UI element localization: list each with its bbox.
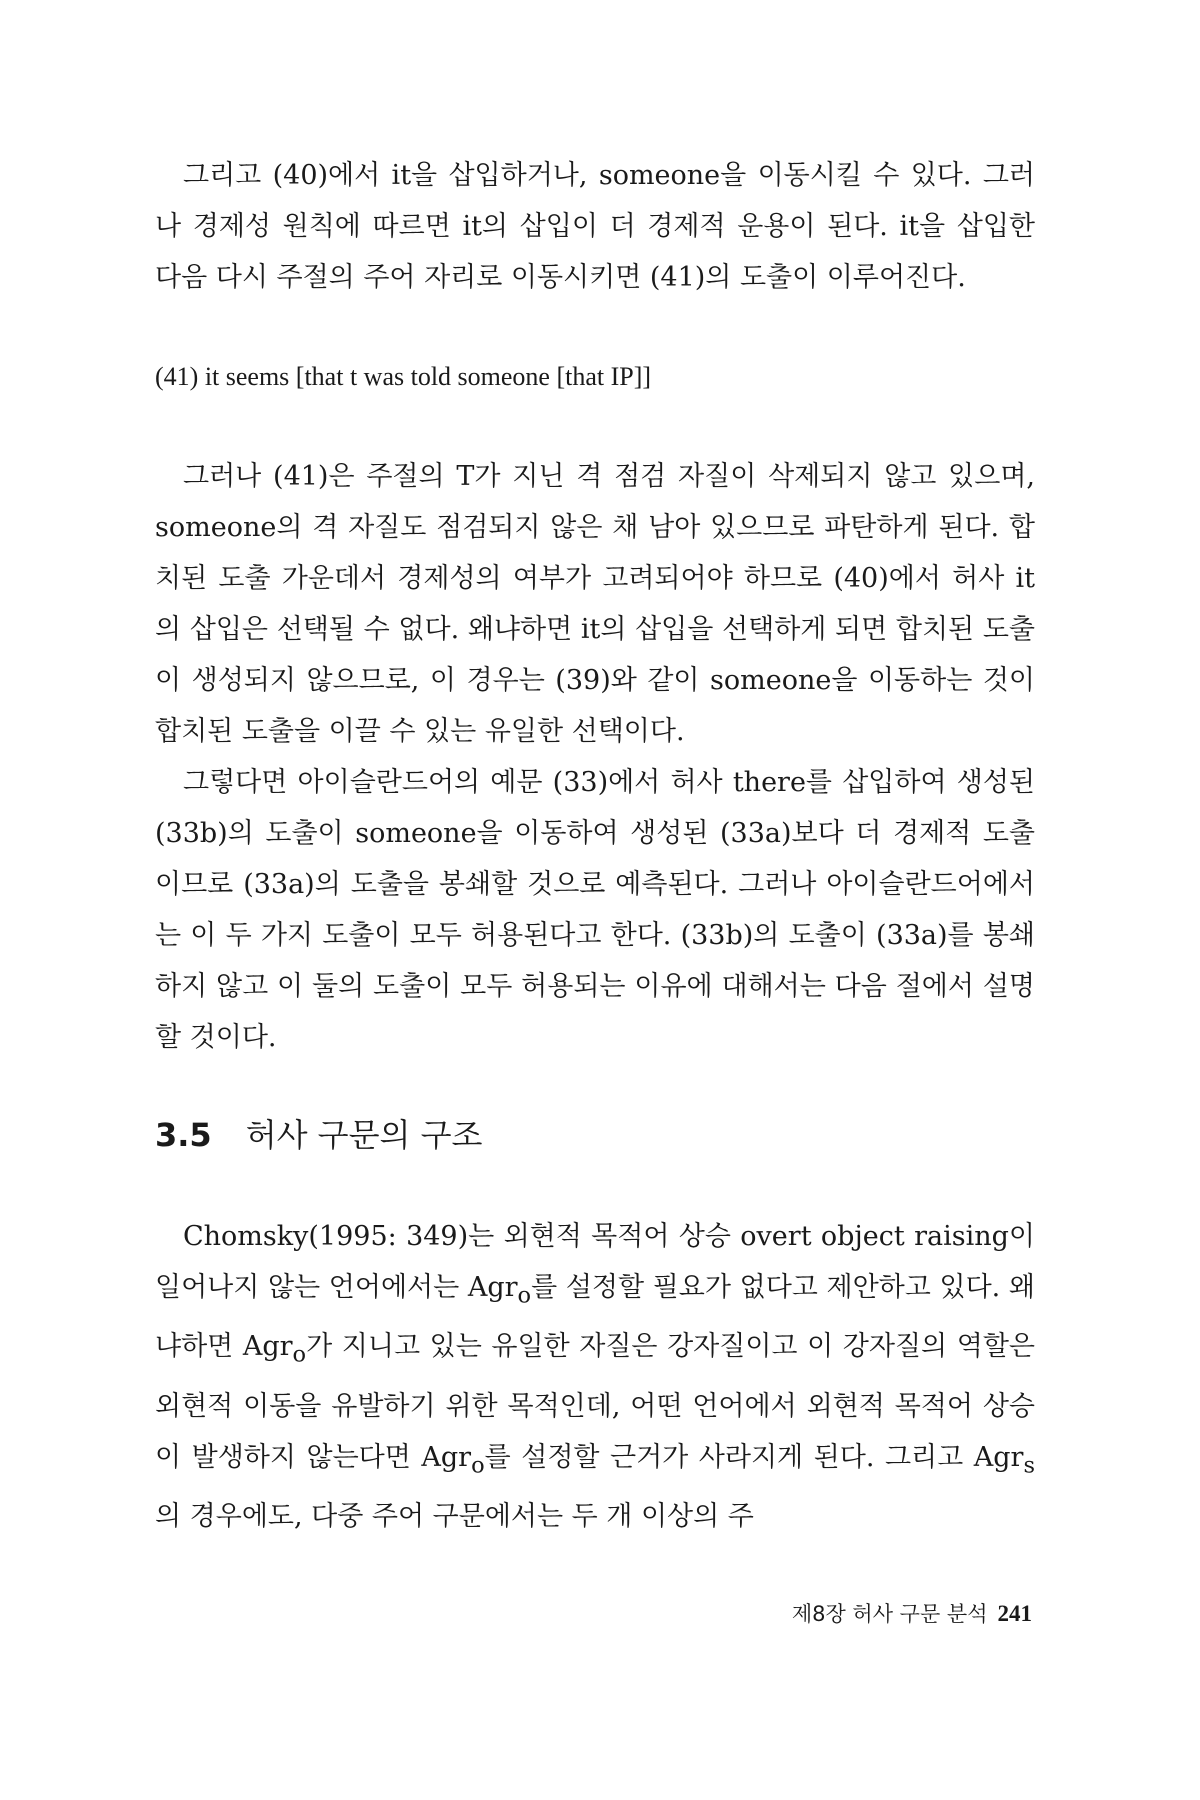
chapter-label: 제8장 허사 구문 분석 — [791, 1602, 988, 1626]
paragraph-4-text-5: 의 경우에도, 다중 주어 구문에서는 두 개 이상의 주 — [155, 1501, 754, 1533]
subscript-o-3: o — [471, 1452, 485, 1479]
paragraph-1: 그리고 (40)에서 it을 삽입하거나, someone을 이동시킬 수 있다. 그러나 경제성 원칙에 따르면 it의 삽입이 더 경제적 운용이 된다. it을 삽입한 다음 다시 주절의 주어 자리로 이동시키면 (41)의 도출이 이루어진다. — [155, 160, 1035, 293]
subscript-s: s — [1023, 1452, 1035, 1479]
example-41: (41) it seems [that t was told someone [that IP]] — [155, 362, 652, 391]
paragraph-4-text-2: 를 설정할 필요가 없다고 제안하고 있다. 왜냐하면 Agr — [155, 1272, 1035, 1363]
subscript-o-1: o — [517, 1282, 532, 1309]
page-number: 241 — [997, 1601, 1032, 1626]
paragraph-4-text-3: 가 지니고 있는 유일한 자질은 강자질이고 이 강자질의 역할은 외현적 이동을 유발하기 위한 목적인데, 어떤 언어에서 외현적 목적어 상승이 발생하지 않는다면 Agr — [155, 1331, 1035, 1473]
paragraph-4-text-4: 를 설정할 근거가 사라지게 된다. 그리고 Agr — [484, 1441, 1024, 1473]
page-content — [155, 150, 1035, 1542]
section-heading — [155, 1113, 1035, 1157]
section-title: 허사 구문의 구조 — [245, 1116, 483, 1154]
paragraph-4 — [155, 1211, 1035, 1542]
paragraph-2: 그러나 (41)은 주절의 T가 지닌 격 점검 자질이 삭제되지 않고 있으며, someone의 격 자질도 점검되지 않은 채 남아 있으므로 파탄하게 된다. 합치된 도출 가운데서 경제성의 여부가 고려되어야 하므로 (40)에서 허사 it의 삽입은 선택될 수 없다. 왜냐하면 it의 삽입을 선택하게 되면 합치된 도출이 생성되지 않으므로, 이 경우는 (39)와 같이 someone을 이동하는 것이 합치된 도출을 이끌 수 있는 유일한 선택이다. — [155, 461, 1035, 747]
page-footer — [792, 1598, 1032, 1628]
paragraph-4-text-1: Chomsky(1995: 349)는 외현적 목적어 상승 overt object raising이 일어나지 않는 언어에서는 Agr — [155, 1221, 1035, 1303]
section-number: 3.5 — [155, 1116, 212, 1154]
paragraph-3: 그렇다면 아이슬란드어의 예문 (33)에서 허사 there를 삽입하여 생성된 (33b)의 도출이 someone을 이동하여 생성된 (33a)보다 더 경제적 도출이므로 (33a)의 도출을 봉쇄할 것으로 예측된다. 그러나 아이슬란드어에서는 이 두 가지 도출이 모두 허용된다고 한다. (33b)의 도출이 (33a)를 봉쇄하지 않고 이 둘의 도출이 모두 허용되는 이유에 대해서는 다음 절에서 설명할 것이다. — [155, 767, 1035, 1053]
subscript-o-2: o — [292, 1341, 307, 1368]
